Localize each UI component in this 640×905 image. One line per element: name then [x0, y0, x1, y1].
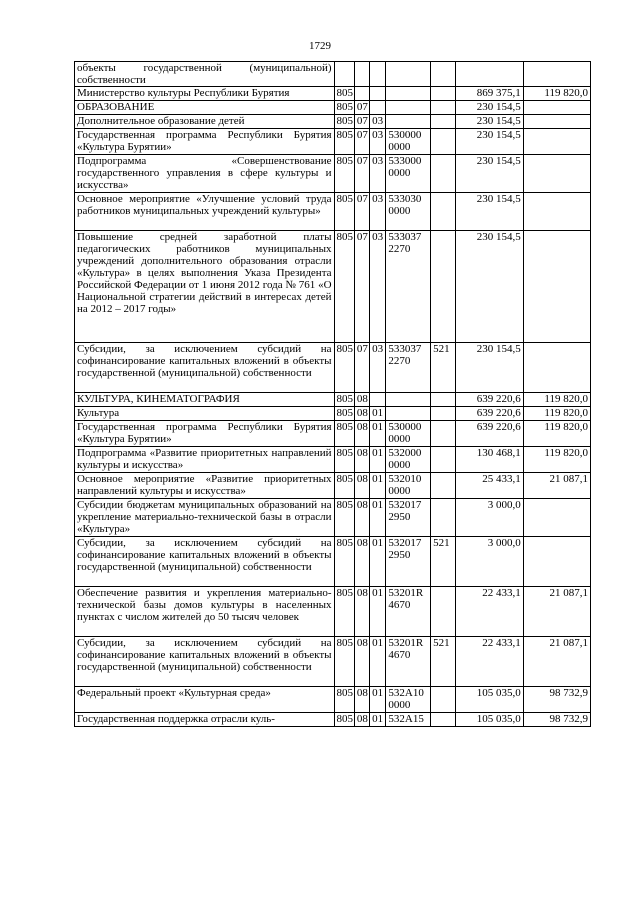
table-row	[75, 587, 591, 637]
expense-type-cell	[431, 129, 455, 155]
target-article-part: 53201R	[388, 637, 424, 649]
table-row	[75, 447, 591, 473]
ministry-code-cell: 805	[334, 499, 354, 537]
amount-total-cell: 230 154,5	[455, 231, 523, 343]
amount-federal-cell: 21 087,1	[523, 473, 590, 499]
ministry-code-cell: 805	[334, 87, 354, 101]
subsection-code-cell: 01	[370, 499, 386, 537]
target-article-part: 533000	[388, 155, 422, 167]
subsection-code-cell: 01	[370, 637, 386, 687]
amount-federal-cell	[523, 155, 590, 193]
budget-table-body	[75, 62, 591, 727]
table-row	[75, 537, 591, 587]
amount-federal-cell: 119 820,0	[523, 447, 590, 473]
amount-total-cell: 230 154,5	[455, 193, 523, 231]
amount-total-cell: 230 154,5	[455, 115, 523, 129]
target-article-part: 2950	[388, 549, 411, 561]
target-article-cell	[386, 447, 431, 473]
amount-total-cell: 639 220,6	[455, 407, 523, 421]
row-name-cell: Субсидии бюджетам муниципальных образований на укрепление материально-технической базы в отрасли «Культура»	[75, 499, 335, 537]
section-code-cell: 07	[354, 231, 369, 343]
section-code-cell: 08	[354, 421, 369, 447]
expense-type-cell	[431, 115, 455, 129]
amount-federal-cell: 119 820,0	[523, 421, 590, 447]
target-article-part: 532A10	[388, 687, 424, 699]
expense-type-cell: 521	[431, 343, 455, 393]
amount-total-cell: 130 468,1	[455, 447, 523, 473]
target-article-cell	[386, 129, 431, 155]
ministry-code-cell: 805	[334, 687, 354, 713]
table-row	[75, 637, 591, 687]
row-name-cell: Субсидии, за исключением субсидий на софинансирование капитальных вложений в объекты государственной (муниципальной) собственности	[75, 343, 335, 393]
target-article-part: 533030	[388, 193, 422, 205]
ministry-code-cell: 805	[334, 231, 354, 343]
target-article-cell	[386, 393, 431, 407]
amount-federal-cell	[523, 343, 590, 393]
subsection-code-cell	[370, 101, 386, 115]
subsection-code-cell: 03	[370, 193, 386, 231]
section-code-cell	[354, 87, 369, 101]
target-article-part: 4670	[388, 599, 411, 611]
row-name-cell: Субсидии, за исключением субсидий на софинансирование капитальных вложений в объекты государственной (муниципальной) собственности	[75, 637, 335, 687]
subsection-code-cell: 03	[370, 231, 386, 343]
target-article-part: 530000	[388, 129, 422, 141]
subsection-code-cell: 01	[370, 687, 386, 713]
amount-federal-cell	[523, 101, 590, 115]
row-name-cell: Федеральный проект «Культурная среда»	[75, 687, 335, 713]
row-name-cell: Подпрограмма «Развитие приоритетных направлений культуры и искусства»	[75, 447, 335, 473]
target-article-cell	[386, 87, 431, 101]
amount-federal-cell	[523, 62, 590, 87]
section-code-cell: 08	[354, 393, 369, 407]
target-article-cell	[386, 499, 431, 537]
subsection-code-cell: 01	[370, 537, 386, 587]
row-name-cell: Государственная поддержка отрасли куль-	[75, 713, 335, 727]
subsection-code-cell: 03	[370, 115, 386, 129]
table-row	[75, 473, 591, 499]
expense-type-cell	[431, 587, 455, 637]
expense-type-cell	[431, 155, 455, 193]
amount-total-cell: 230 154,5	[455, 129, 523, 155]
row-name-cell: объекты государственной (муниципальной) собственности	[75, 62, 335, 87]
section-code-cell: 07	[354, 343, 369, 393]
row-name-cell: Дополнительное образование детей	[75, 115, 335, 129]
subsection-code-cell: 01	[370, 447, 386, 473]
expense-type-cell	[431, 499, 455, 537]
target-article-part: 532A15	[388, 713, 424, 725]
row-name-cell: Подпрограмма «Совершенствование государственного управления в сфере культуры и искусства»	[75, 155, 335, 193]
target-article-cell	[386, 115, 431, 129]
ministry-code-cell: 805	[334, 473, 354, 499]
table-row	[75, 115, 591, 129]
target-article-part: 0000	[388, 699, 411, 711]
target-article-cell	[386, 343, 431, 393]
amount-federal-cell	[523, 537, 590, 587]
expense-type-cell	[431, 421, 455, 447]
ministry-code-cell: 805	[334, 101, 354, 115]
section-code-cell: 08	[354, 713, 369, 727]
subsection-code-cell	[370, 393, 386, 407]
amount-federal-cell	[523, 231, 590, 343]
row-name-cell: Государственная программа Республики Бурятия «Культура Бурятии»	[75, 421, 335, 447]
expense-type-cell	[431, 101, 455, 115]
row-name-cell: КУЛЬТУРА, КИНЕМАТОГРАФИЯ	[75, 393, 335, 407]
section-code-cell: 07	[354, 115, 369, 129]
target-article-part: 532010	[388, 473, 422, 485]
ministry-code-cell: 805	[334, 343, 354, 393]
amount-federal-cell: 98 732,9	[523, 713, 590, 727]
amount-total-cell	[455, 62, 523, 87]
subsection-code-cell: 03	[370, 155, 386, 193]
table-row	[75, 499, 591, 537]
amount-total-cell: 22 433,1	[455, 637, 523, 687]
ministry-code-cell: 805	[334, 407, 354, 421]
target-article-part: 533037	[388, 343, 422, 355]
amount-total-cell: 230 154,5	[455, 155, 523, 193]
expense-type-cell	[431, 473, 455, 499]
ministry-code-cell: 805	[334, 393, 354, 407]
section-code-cell: 07	[354, 129, 369, 155]
ministry-code-cell: 805	[334, 129, 354, 155]
expense-type-cell	[431, 193, 455, 231]
row-name-cell: Государственная программа Республики Бурятия «Культура Бурятии»	[75, 129, 335, 155]
table-row	[75, 87, 591, 101]
table-row	[75, 129, 591, 155]
ministry-code-cell: 805	[334, 537, 354, 587]
table-row	[75, 193, 591, 231]
table-row	[75, 231, 591, 343]
row-name-cell: Основное мероприятие «Развитие приоритетных направлений культуры и искусства»	[75, 473, 335, 499]
target-article-part: 532000	[388, 447, 422, 459]
expense-type-cell	[431, 62, 455, 87]
subsection-code-cell: 01	[370, 421, 386, 447]
amount-federal-cell: 119 820,0	[523, 407, 590, 421]
target-article-part: 0000	[388, 485, 411, 497]
expense-type-cell	[431, 87, 455, 101]
target-article-cell	[386, 231, 431, 343]
subsection-code-cell: 03	[370, 129, 386, 155]
section-code-cell: 08	[354, 499, 369, 537]
target-article-part: 0000	[388, 459, 411, 471]
amount-total-cell: 639 220,6	[455, 393, 523, 407]
target-article-cell	[386, 193, 431, 231]
target-article-part: 2270	[388, 243, 411, 255]
section-code-cell	[354, 62, 369, 87]
target-article-part: 4670	[388, 649, 411, 661]
target-article-part: 2950	[388, 511, 411, 523]
amount-federal-cell: 119 820,0	[523, 87, 590, 101]
row-name-cell: Культура	[75, 407, 335, 421]
expense-type-cell	[431, 713, 455, 727]
subsection-code-cell: 01	[370, 713, 386, 727]
budget-table	[74, 61, 591, 727]
section-code-cell: 08	[354, 537, 369, 587]
amount-total-cell: 25 433,1	[455, 473, 523, 499]
amount-total-cell: 3 000,0	[455, 499, 523, 537]
table-row	[75, 407, 591, 421]
expense-type-cell	[431, 231, 455, 343]
expense-type-cell	[431, 447, 455, 473]
expense-type-cell	[431, 393, 455, 407]
table-row	[75, 421, 591, 447]
section-code-cell: 08	[354, 473, 369, 499]
amount-federal-cell: 21 087,1	[523, 587, 590, 637]
ministry-code-cell	[334, 62, 354, 87]
table-row	[75, 687, 591, 713]
expense-type-cell	[431, 407, 455, 421]
target-article-cell	[386, 537, 431, 587]
section-code-cell: 07	[354, 193, 369, 231]
ministry-code-cell: 805	[334, 193, 354, 231]
amount-federal-cell	[523, 499, 590, 537]
section-code-cell: 07	[354, 101, 369, 115]
ministry-code-cell: 805	[334, 115, 354, 129]
target-article-part: 532017	[388, 537, 422, 549]
amount-federal-cell	[523, 115, 590, 129]
target-article-cell	[386, 62, 431, 87]
target-article-part: 0000	[388, 433, 411, 445]
target-article-part: 0000	[388, 167, 411, 179]
section-code-cell: 08	[354, 407, 369, 421]
table-row	[75, 343, 591, 393]
amount-total-cell: 639 220,6	[455, 421, 523, 447]
target-article-cell	[386, 473, 431, 499]
section-code-cell: 08	[354, 587, 369, 637]
target-article-part: 2270	[388, 355, 411, 367]
table-row	[75, 713, 591, 727]
ministry-code-cell: 805	[334, 637, 354, 687]
expense-type-cell: 521	[431, 537, 455, 587]
row-name-cell: Министерство культуры Республики Бурятия	[75, 87, 335, 101]
amount-federal-cell: 98 732,9	[523, 687, 590, 713]
target-article-part: 533037	[388, 231, 422, 243]
amount-federal-cell: 21 087,1	[523, 637, 590, 687]
subsection-code-cell	[370, 87, 386, 101]
ministry-code-cell: 805	[334, 713, 354, 727]
section-code-cell: 07	[354, 155, 369, 193]
table-row	[75, 393, 591, 407]
section-code-cell: 08	[354, 637, 369, 687]
section-code-cell: 08	[354, 687, 369, 713]
target-article-cell	[386, 407, 431, 421]
target-article-cell	[386, 101, 431, 115]
table-row	[75, 155, 591, 193]
row-name-cell: ОБРАЗОВАНИЕ	[75, 101, 335, 115]
subsection-code-cell	[370, 62, 386, 87]
target-article-cell	[386, 637, 431, 687]
ministry-code-cell: 805	[334, 155, 354, 193]
amount-federal-cell	[523, 193, 590, 231]
target-article-cell	[386, 713, 431, 727]
ministry-code-cell: 805	[334, 587, 354, 637]
row-name-cell: Повышение средней заработной платы педагогических работников муниципальных учреждений дополнительного образования отрасли «Культура» в целях выполнения Указа Президента Российской Федерации от 1 июня 2012 года № 761 «О Национальной стратегии действий в интересах детей на 2012 – 2017 годы»	[75, 231, 335, 343]
expense-type-cell: 521	[431, 637, 455, 687]
subsection-code-cell: 03	[370, 343, 386, 393]
target-article-cell	[386, 687, 431, 713]
amount-total-cell: 3 000,0	[455, 537, 523, 587]
subsection-code-cell: 01	[370, 587, 386, 637]
row-name-cell: Основное мероприятие «Улучшение условий труда работников муниципальных учреждений культуры»	[75, 193, 335, 231]
target-article-part: 0000	[388, 205, 411, 217]
amount-total-cell: 105 035,0	[455, 687, 523, 713]
ministry-code-cell: 805	[334, 447, 354, 473]
subsection-code-cell: 01	[370, 407, 386, 421]
target-article-part: 53201R	[388, 587, 424, 599]
target-article-cell	[386, 587, 431, 637]
target-article-part: 0000	[388, 141, 411, 153]
amount-total-cell: 869 375,1	[455, 87, 523, 101]
amount-total-cell: 22 433,1	[455, 587, 523, 637]
row-name-cell: Обеспечение развития и укрепления материально-технической базы домов культуры в населенных пунктах с числом жителей до 50 тысяч человек	[75, 587, 335, 637]
amount-federal-cell	[523, 129, 590, 155]
row-name-cell: Субсидии, за исключением субсидий на софинансирование капитальных вложений в объекты государственной (муниципальной) собственности	[75, 537, 335, 587]
target-article-cell	[386, 421, 431, 447]
page-number: 1729	[309, 40, 331, 52]
amount-total-cell: 230 154,5	[455, 101, 523, 115]
amount-federal-cell: 119 820,0	[523, 393, 590, 407]
table-row	[75, 62, 591, 87]
target-article-part: 532017	[388, 499, 422, 511]
table-row	[75, 101, 591, 115]
ministry-code-cell: 805	[334, 421, 354, 447]
target-article-cell	[386, 155, 431, 193]
subsection-code-cell: 01	[370, 473, 386, 499]
section-code-cell: 08	[354, 447, 369, 473]
expense-type-cell	[431, 687, 455, 713]
target-article-part: 530000	[388, 421, 422, 433]
amount-total-cell: 230 154,5	[455, 343, 523, 393]
amount-total-cell: 105 035,0	[455, 713, 523, 727]
